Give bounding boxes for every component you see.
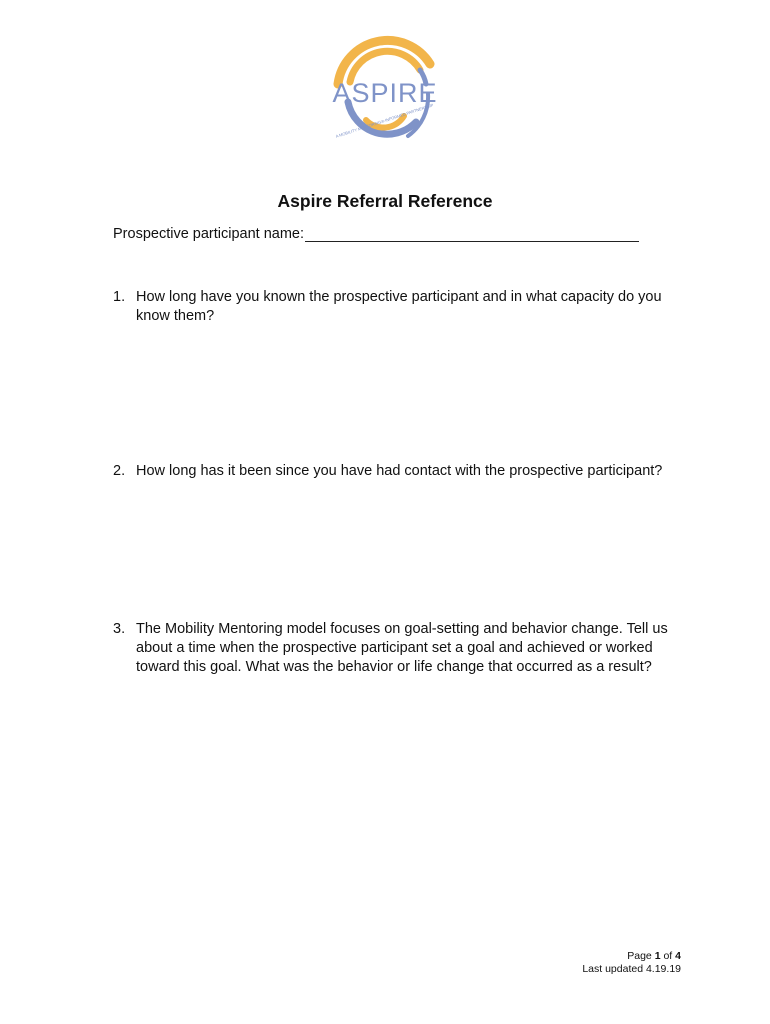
question-2 bbox=[113, 462, 683, 481]
page-current: 1 bbox=[654, 950, 661, 962]
page-label: Page bbox=[627, 950, 652, 962]
participant-name-label: Prospective participant name: bbox=[113, 226, 305, 242]
aspire-logo-graphic bbox=[318, 24, 452, 158]
page-of: of bbox=[663, 950, 673, 962]
question-text: How long has it been since you have had contact with the prospective participant? bbox=[136, 463, 663, 479]
participant-name-row bbox=[113, 226, 639, 242]
question-text: How long have you known the prospective participant and in what capacity do you know them? bbox=[136, 289, 662, 324]
logo-wordmark: ASPIRE bbox=[332, 78, 438, 108]
question-number: 1. bbox=[113, 289, 126, 305]
question-text: The Mobility Mentoring model focuses on goal-setting and behavior change. Tell us about a time when the prospective participant set a goal and achieved or worked toward this goal. What was the behavior or life change that occurred as a result? bbox=[136, 621, 668, 675]
last-updated: Last updated 4.19.19 bbox=[582, 963, 681, 975]
question-number: 3. bbox=[113, 621, 126, 637]
logo-tagline: A MOBILITY MENTORING®-INFORMED PARTNERSHIP bbox=[335, 102, 435, 139]
aspire-logo bbox=[318, 24, 452, 158]
question-1 bbox=[113, 288, 683, 326]
page-footer bbox=[582, 950, 681, 976]
participant-name-field[interactable] bbox=[305, 226, 639, 242]
page-indicator bbox=[582, 950, 681, 963]
question-3 bbox=[113, 620, 683, 677]
page-total: 4 bbox=[675, 950, 681, 962]
page-title: Aspire Referral Reference bbox=[277, 191, 493, 211]
question-number: 2. bbox=[113, 463, 126, 479]
